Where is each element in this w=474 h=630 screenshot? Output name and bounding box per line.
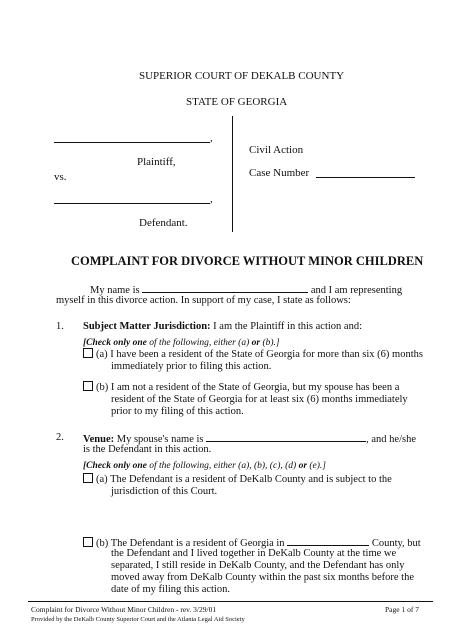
footer-form-title: Complaint for Divorce Without Minor Children - rev. 3/29/01: [31, 605, 217, 614]
intro-line-2: myself in this divorce action. In support of my case, I state as follows:: [56, 295, 351, 306]
section-2-instruction: [Check only one of the following, either (a), (b), (c), (d) or (e).]: [83, 461, 327, 471]
plaintiff-name-line: [54, 142, 210, 143]
section-2-heading: Venue:: [83, 434, 115, 445]
section-1-instruction: [Check only one of the following, either (a) or (b).]: [83, 338, 280, 348]
section-1-option-b-checkbox[interactable]: [83, 381, 93, 391]
representing-text: and I am representing: [310, 285, 403, 296]
case-number-line: [316, 177, 415, 178]
section-2-option-b-line5: date of my filing this action.: [111, 584, 230, 595]
section-2-option-a-line2: jurisdiction of this Court.: [111, 486, 218, 497]
section-2-option-b-line2: the Defendant and I lived together in DeKalb County at the time we: [111, 548, 397, 559]
footer-provided-by: Provided by the DeKalb County Superior Court and the Atlanta Legal Aid Society: [31, 616, 245, 623]
caption-divider: [232, 116, 233, 232]
case-number-label: Case Number: [249, 167, 310, 179]
section-1-option-b-line2: resident of the State of Georgia for at least six (6) months immediately: [111, 394, 408, 405]
comma-2: ,: [210, 193, 213, 205]
footer-page-number: Page 1 of 7: [385, 605, 419, 614]
section-2-option-a: (a) The Defendant is a resident of DeKalb County and is subject to the: [83, 473, 392, 487]
section-1-option-a: (a) I have been a resident of the State of Georgia for more than six (6) months: [83, 348, 423, 362]
document-title: COMPLAINT FOR DIVORCE WITHOUT MINOR CHILDREN: [71, 254, 424, 268]
section-2-option-b-label: (b): [96, 538, 109, 549]
section-2-number: 2.: [56, 432, 64, 443]
section-2-option-b-line3: separated, I still reside in DeKalb County, and the Defendant has only: [111, 560, 405, 571]
section-1-option-a-checkbox[interactable]: [83, 348, 93, 358]
section-2-option-a-checkbox[interactable]: [83, 473, 93, 483]
section-1-option-b-line3: prior to my filing of this action.: [111, 406, 244, 417]
defendant-label: Defendant.: [139, 217, 188, 229]
civil-action-label: Civil Action: [249, 144, 304, 156]
section-1-heading: Subject Matter Jurisdiction:: [83, 321, 211, 332]
spouse-name-blank: [206, 431, 366, 442]
plaintiff-label: Plaintiff,: [137, 156, 176, 168]
vs-label: vs.: [54, 171, 67, 183]
section-2-heading-line: Venue: My spouse's name is , and he/she: [83, 431, 416, 447]
section-1-option-b: (b) I am not a resident of the State of Georgia, but my spouse has been a: [83, 381, 399, 395]
court-name: SUPERIOR COURT OF DEKALB COUNTY: [139, 70, 345, 82]
my-name-is-text: My name is: [90, 285, 140, 296]
county-blank: [287, 535, 369, 546]
state-name: STATE OF GEORGIA: [186, 96, 288, 108]
section-2-option-b: (b) The Defendant is a resident of Georgia in County, but: [83, 535, 421, 551]
section-2-option-b-line4: moved away from DeKalb County within the past six months before the: [111, 572, 414, 583]
section-1-number: 1.: [56, 321, 64, 332]
section-1-text: I am the Plaintiff in this action and:: [210, 321, 362, 332]
section-2-line2: is the Defendant in this action.: [83, 444, 212, 455]
defendant-name-line: [54, 203, 210, 204]
comma-1: ,: [210, 132, 213, 144]
footer-rule: [28, 601, 433, 602]
section-1-option-a-label: (a): [96, 349, 108, 360]
section-2-option-a-label: (a): [96, 474, 108, 485]
section-1-option-a-line2: immediately prior to filing this action.: [111, 361, 272, 372]
section-1-option-b-label: (b): [96, 382, 109, 393]
my-name-blank: [142, 282, 308, 293]
section-2-option-b-checkbox[interactable]: [83, 537, 93, 547]
